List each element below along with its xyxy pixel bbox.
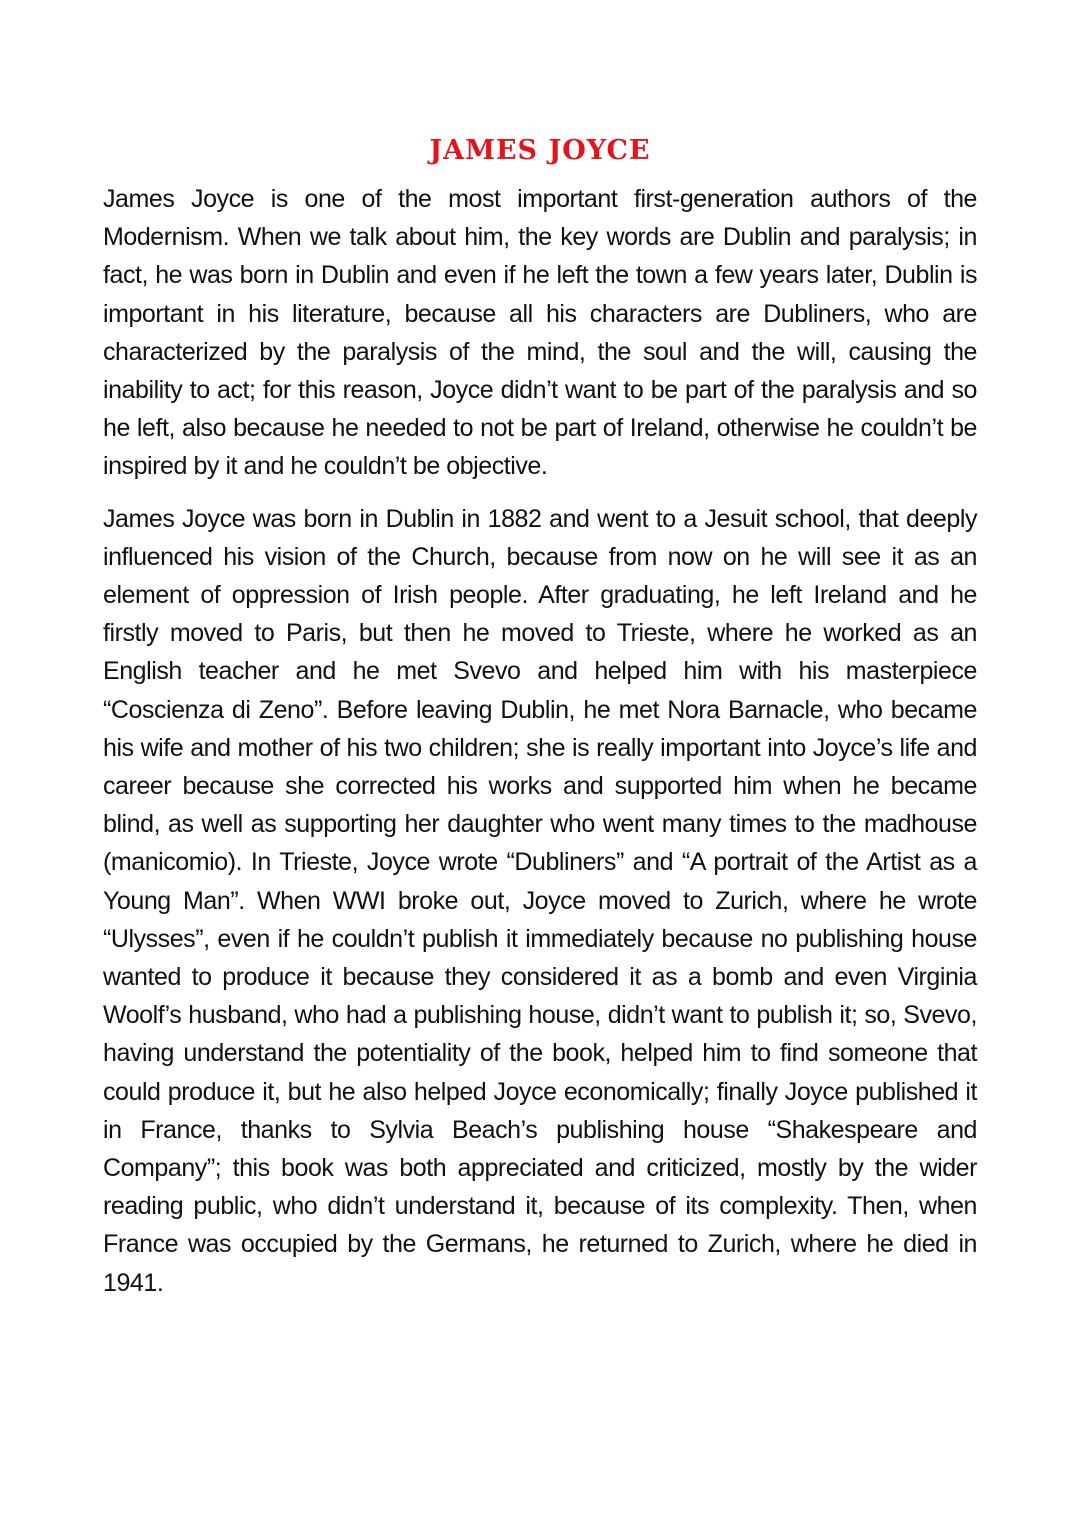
document-page xyxy=(103,132,977,1316)
document-title: JAMES JOYCE xyxy=(429,135,651,166)
paragraph-biography: James Joyce was born in Dublin in 1882 and went to a Jesuit school, that deeply influenced his vision of the Church, because from now on he will see it as an element of oppression of Irish people. After graduating, he left Ireland and he firstly moved to Paris, but then he moved to Trieste, where he worked as an English teacher and he met Svevo and helped him with his masterpiece “Coscienza di Zeno”. Before leaving Dublin, he met Nora Barnacle, who became his wife and mother of his two children; she is really important into Joyce’s life and career because she corrected his works and supported him when he became blind, as well as supporting her daughter who went many times to the madhouse (manicomio). In Trieste, Joyce wrote “Dubliners” and “A portrait of the Artist as a Young Man”. When WWI broke out, Joyce moved to Zurich, where he wrote “Ulysses”, even if he couldn’t publish it immediately because no publishing house wanted to produce it because they considered it as a bomb and even Virginia Woolf’s husband, who had a publishing house, didn’t want to publish it; so, Svevo, having understand the potentiality of the book, helped him to find someone that could produce it, but he also helped Joyce economically; finally Joyce published it in France, thanks to Sylvia Beach’s publishing house “Shakespeare and Company”; this book was both appreciated and criticized, mostly by the wider reading public, who didn’t understand it, because of its complexity. Then, when France was occupied by the Germans, he returned to Zurich, where he died in 1941. xyxy=(103,504,977,1297)
paragraph-introduction: James Joyce is one of the most important first-generation authors of the Modernism. When we talk about him, the key words are Dublin and paralysis; in fact, he was born in Dublin and even if he left the town a few years later, Dublin is important in his literature, because all his characters are Dubliners, who are characterized by the paralysis of the mind, the soul and the will, causing the inability to act; for this reason, Joyce didn’t want to be part of the paralysis and so he left, also because he needed to not be part of Ireland, otherwise he couldn’t be inspired by it and he couldn’t be objective. xyxy=(103,185,977,481)
